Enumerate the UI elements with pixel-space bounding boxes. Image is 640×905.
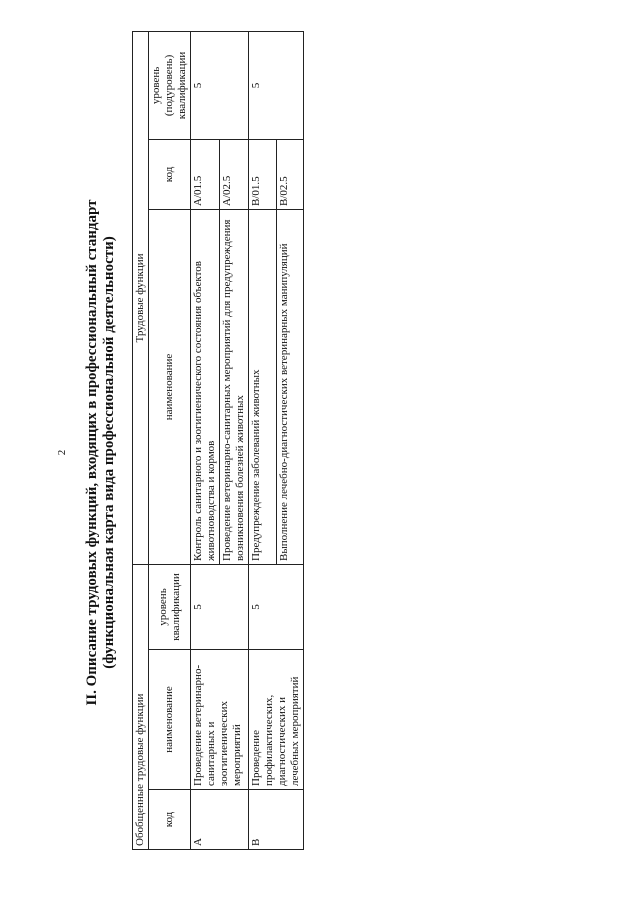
header-function-code: код xyxy=(149,139,191,209)
function-level-cell: 5 xyxy=(249,31,304,139)
function-code-cell: B/02.5 xyxy=(276,139,304,209)
functional-map-table xyxy=(132,31,304,850)
function-code-cell: B/01.5 xyxy=(249,139,277,209)
page-number: 2 xyxy=(56,449,68,456)
function-name-cell: Выполнение лечебно-диагностических ветеринарных манипуляций xyxy=(276,209,304,564)
header-row-2 xyxy=(149,31,191,849)
header-labor-functions: Трудовые функции xyxy=(133,31,149,564)
header-generalized: Обобщенные трудовые функции xyxy=(133,564,149,849)
header-function-name: наименование xyxy=(149,209,191,564)
header-row-1 xyxy=(133,31,149,849)
gen-level-cell: 5 xyxy=(191,564,249,649)
table-row xyxy=(191,31,220,849)
function-name-cell: Контроль санитарного и зоогигиенического состояния объектов животноводства и кормов xyxy=(191,209,220,564)
header-code: код xyxy=(149,790,191,850)
function-name-cell: Проведение ветеринарно-санитарных мероприятий для предупреждения возникновения болезней животных xyxy=(220,209,249,564)
function-code-cell: A/02.5 xyxy=(220,139,249,209)
header-name: наименование xyxy=(149,650,191,790)
function-code-cell: A/01.5 xyxy=(191,139,220,209)
gen-name-cell: Проведение профилактических, диагностических и лечебных мероприятий xyxy=(249,650,304,790)
section-subtitle: (функциональная карта вида профессиональной деятельности) xyxy=(101,236,117,669)
gen-name-cell: Проведение ветеринарно-санитарных и зоогигиенических мероприятий xyxy=(191,650,249,790)
function-name-cell: Предупреждение заболеваний животных xyxy=(249,209,277,564)
section-title: II. Описание трудовых функций, входящих в профессиональный стандарт xyxy=(84,199,100,706)
gen-code-cell: A xyxy=(191,790,249,850)
header-qual-level: уровень квалификации xyxy=(149,564,191,649)
table-row xyxy=(249,31,277,849)
header-sublevel: уровень (подуровень) квалификации xyxy=(149,31,191,139)
gen-code-cell: B xyxy=(249,790,304,850)
function-level-cell: 5 xyxy=(191,31,249,139)
gen-level-cell: 5 xyxy=(249,564,304,649)
